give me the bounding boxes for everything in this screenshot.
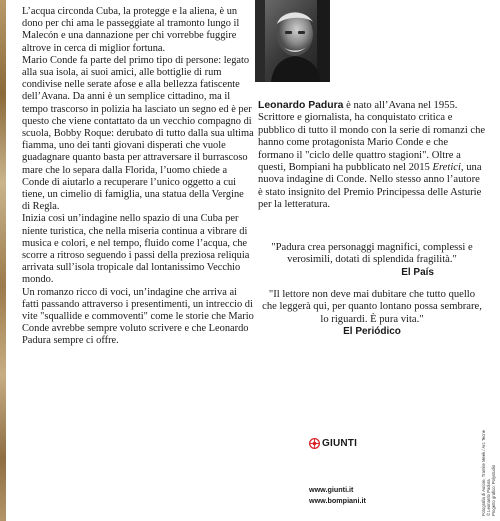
credit-line: © Leonardo Padura	[486, 479, 491, 516]
publisher-name: GIUNTI	[322, 438, 358, 449]
quote-source: El Periódico	[343, 326, 401, 338]
synopsis-paragraph-1: L’acqua circonda Cuba, la protegge e la aliena, è un dono per chi ama le passeggiate al tramonto lungo il Malecón e una dannazione per chi vorrebbe fuggire altrove in cerca di miglior fortuna.	[22, 6, 240, 54]
publisher-urls	[309, 484, 366, 506]
book-title-eretici: Eretici	[432, 162, 461, 174]
bio-text-b: , una nuova indagine di Conde. Nello stesso anno l’autore è stato insignito del Premio Principessa delle Asturie per la letteratura.	[258, 162, 482, 211]
synopsis-paragraph-2: Mario Conde fa parte del primo tipo di persone: legato alla sua isola, ai suoi amici, alle bottiglie di rum condivise nelle serate afose e alla bellezza fatiscente dell’Avana. Da anni è un semplice cittadino, ma il tempo trascorso in polizia ha lasciato un segno ed è per questo che viene contattato da un vecchio compagno di scuola, Bobby Roque: derubato di tutto dalla sua ultima fiamma, uno dei tanti giovani disperati che vuole guadagnare quanto basta per attraversare il burrascoso mare che lo separa dalla Florida, l’uomo chiede a Conde di aiutarlo a recuperare l’unico oggetto a cui tiene, un cimelio di famiglia, una statua della Vergine di Regla.	[22, 54, 254, 213]
quote-text: "Padura crea personaggi magnifici, complessi e verosimili, dotati di splendida fragilità."	[271, 242, 473, 266]
bio-text-a: è nato all’Avana nel 1955. Scrittore e giornalista, ha conquistato critica e pubblico di tutto il mondo con la serie di romanzi che hanno come protagonista Mario Conde e che formano il "ciclo delle quattro stagioni". Oltre a questi, Bompiani ha pubblicato nel 2015	[258, 100, 486, 174]
credits	[481, 366, 495, 516]
giunti-logo-icon	[309, 438, 320, 449]
synopsis-paragraph-4: Un romanzo ricco di voci, un’indagine che arriva ai fatti passando attraverso i presentimenti, un intreccio di vite "squallide e commoventi" come le storie che Mario Conde avrebbe sempre voluto scrivere e che Leonardo Padura sempre ci offre.	[22, 286, 254, 347]
press-quote	[262, 289, 482, 339]
cover-image-edge	[0, 0, 6, 521]
author-name: Leonardo Padura	[258, 100, 344, 111]
author-bio	[258, 100, 486, 212]
quote-source: El País	[401, 266, 434, 278]
press-quote	[262, 242, 482, 279]
author-photo	[255, 0, 330, 82]
synopsis	[22, 6, 254, 348]
synopsis-paragraph-3: Inizia così un’indagine nello spazio di una Cuba per niente turistica, che nella miseria continua a vibrare di musica e colori, e nel tempo, fluido come l’acqua, che scorre a ritroso seguendo i passi della preziosa reliquia arrivata sull’isola tropicale dal lontanissimo Vecchio mondo.	[22, 213, 250, 286]
publisher-url-giunti[interactable]: www.giunti.it	[309, 485, 354, 494]
publisher-logo	[309, 438, 357, 449]
credit-line: Progetto grafico: Polystudio	[491, 464, 496, 516]
quote-text: "Il lettore non deve mai dubitare che tutto quello che leggerà qui, per quanto lontano possa sembrare, lo riguardi. È pura vita."	[262, 289, 482, 325]
credit-line: Fotografia di Autore, Tramite Meek / Arc Tecne	[481, 429, 486, 516]
publisher-url-bompiani[interactable]: www.bompiani.it	[309, 496, 366, 505]
